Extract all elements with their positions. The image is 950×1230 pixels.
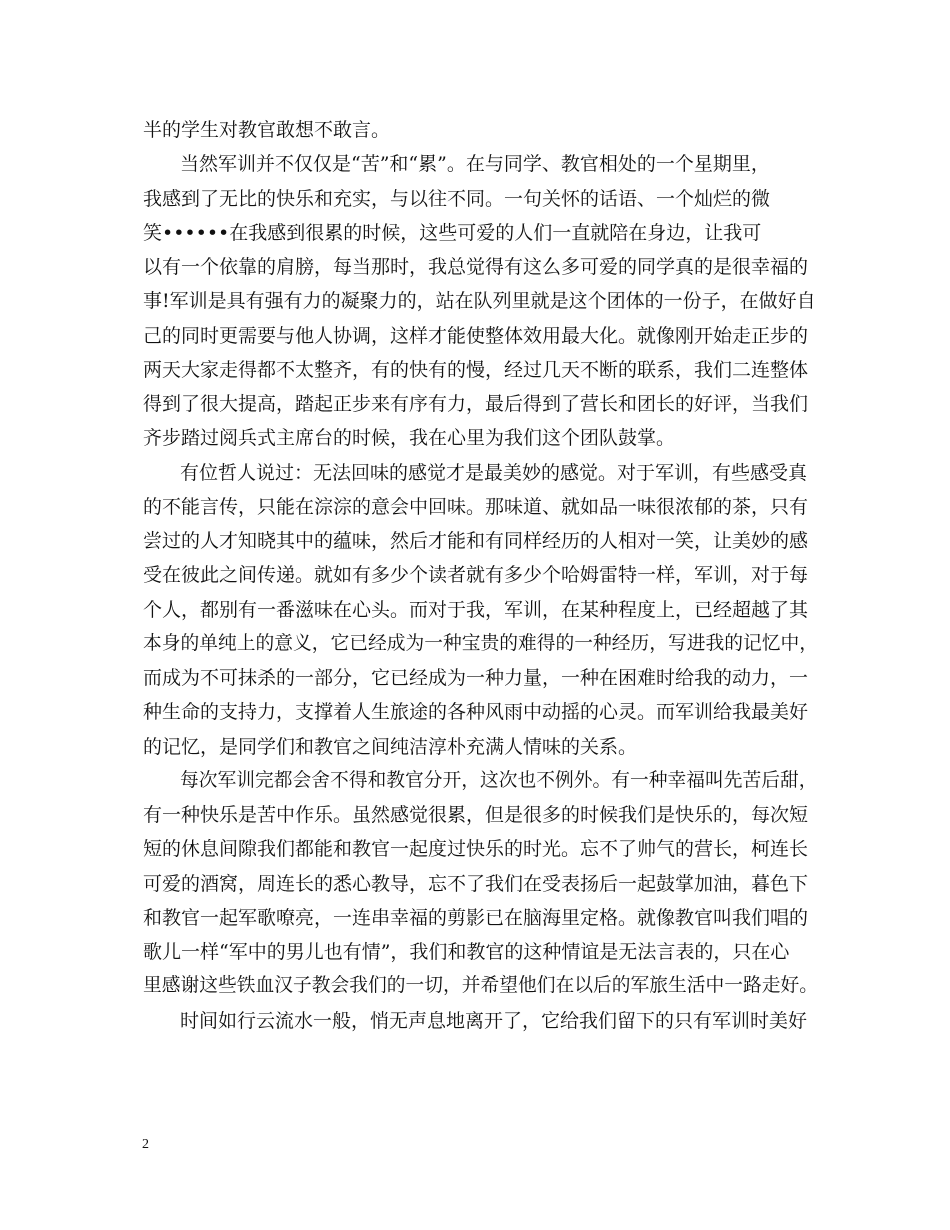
text-line: 种生命的支持力，支撑着人生旅途的各种风雨中动摇的心灵。而军训给我最美好 (143, 701, 809, 724)
text-line: 己的同时更需要与他人协调，这样才能使整体效用最大化。就像刚开始走正步的 (143, 324, 809, 347)
text-line: 和教官一起军歌嘹亮，一连串幸福的剪影已在脑海里定格。就像教官叫我们唱的 (143, 906, 809, 929)
text-line: 可爱的酒窝，周连长的悉心教导，忘不了我们在受表扬后一起鼓掌加油，暮色下 (143, 872, 809, 895)
text-line: 短的休息间隙我们都能和教官一起度过快乐的时光。忘不了帅气的营长，柯连长 (143, 838, 809, 861)
text-line: 每次军训完都会舍不得和教官分开，这次也不例外。有一种幸福叫先苦后甜， (180, 769, 818, 791)
text-line: 两天大家走得都不太整齐，有的快有的慢，经过几天不断的联系，我们二连整体 (143, 358, 809, 381)
text-line: 歌儿一样“军中的男儿也有情”，我们和教官的这种情谊是无法言表的，只在心 (143, 941, 790, 963)
text-line: 有一种快乐是苦中作乐。虽然感觉很累，但是很多的时候我们是快乐的，每次短 (143, 804, 809, 826)
text-line: 事!军训是具有强有力的凝聚力的，站在队列里就是这个团体的一份子，在做好自 (143, 290, 816, 313)
text-line: 我感到了无比的快乐和充实，与以往不同。一句关怀的话语、一个灿烂的微 (143, 187, 771, 210)
text-line: 的不能言传，只能在淙淙的意会中回味。那味道、就如品一味很浓郁的茶，只有 (143, 495, 809, 518)
text-line: 个人，都别有一番滋味在心头。而对于我，军训，在某种程度上，已经超越了其 (143, 598, 809, 621)
text-line: 当然军训并不仅仅是“苦”和“累”。在与同学、教官相处的一个星期里， (180, 153, 770, 176)
page-number: 2 (142, 1137, 149, 1152)
text-line: 半的学生对教官敢想不敢言。 (143, 119, 391, 141)
text-line: 有位哲人说过：无法回味的感觉才是最美妙的感觉。对于军训，有些感受真 (180, 461, 808, 484)
text-line: 的记忆，是同学们和教官之间纯洁淳朴充满人情味的关系。 (143, 735, 638, 758)
text-line: 受在彼此之间传递。就如有多少个读者就有多少个哈姆雷特一样，军训，对于每 (143, 564, 809, 587)
text-line: 时间如行云流水一般，悄无声息地离开了，它给我们留下的只有军训时美好 (180, 1009, 808, 1032)
text-line: 里感谢这些铁血汉子教会我们的一切，并希望他们在以后的军旅生活中一路走好。 (143, 975, 818, 997)
text-line: 得到了很大提高，踏起正步来有序有力，最后得到了营长和团长的好评，当我们 (143, 393, 809, 415)
text-line: 尝过的人才知晓其中的蕴味，然后才能和有同样经历的人相对一笑，让美妙的感 (143, 530, 809, 552)
text-line: 而成为不可抹杀的一部分，它已经成为一种力量，一种在困难时给我的动力，一 (143, 667, 809, 689)
text-line: 本身的单纯上的意义，它已经成为一种宝贵的难得的一种经历，写进我的记忆中， (143, 632, 818, 654)
body-text (143, 113, 823, 1038)
text-line: 笑••••••在我感到很累的时候，这些可爱的人们一直就陪在身边，让我可 (143, 221, 762, 244)
text-line: 以有一个依靠的肩膀，每当那时，我总觉得有这么多可爱的同学真的是很幸福的 (143, 256, 809, 278)
text-line: 齐步踏过阅兵式主席台的时候，我在心里为我们这个团队鼓掌。 (143, 427, 676, 450)
